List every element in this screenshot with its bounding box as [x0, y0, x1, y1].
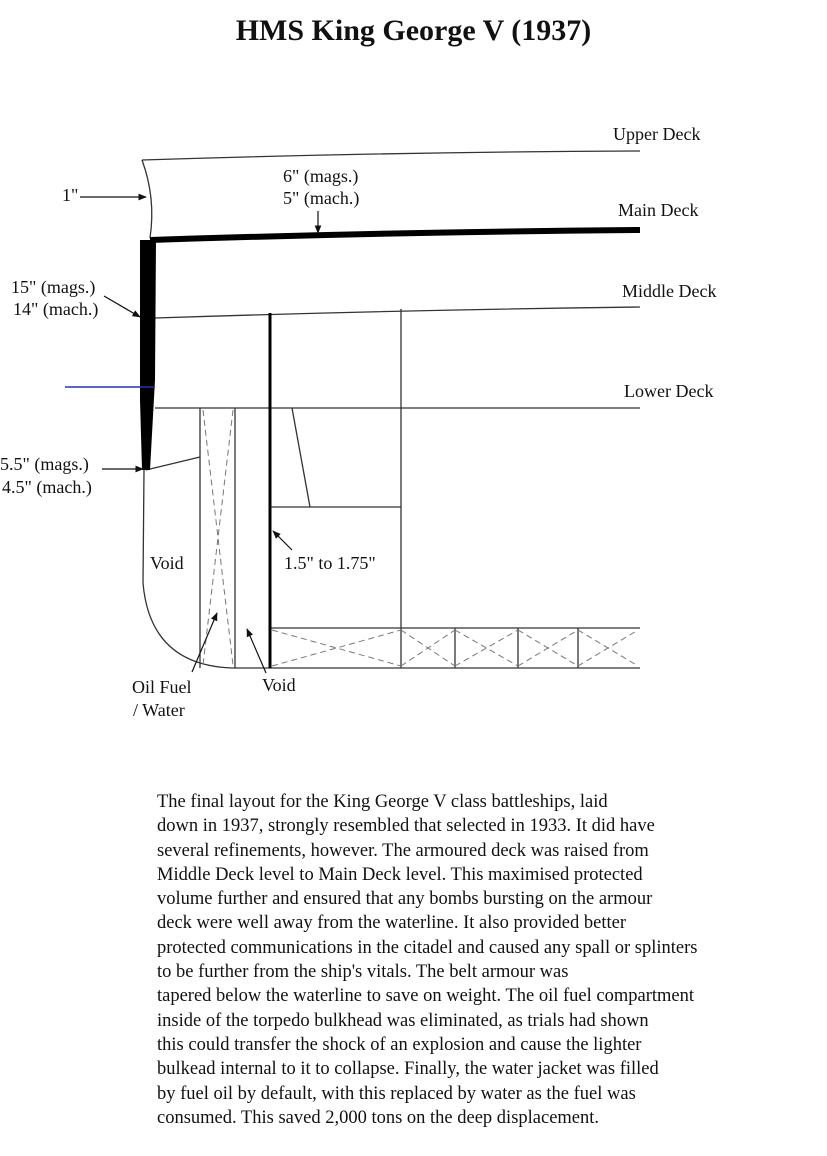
void-inner-arrow [247, 629, 266, 673]
caption-line: this could transfer the shock of an explosion and cause the lighter [157, 1034, 642, 1055]
upper-hull-side [142, 160, 152, 238]
page-title: HMS King George V (1937) [235, 14, 592, 47]
upper-deck-line [142, 151, 640, 160]
torpedo-bulkhead-arrow [273, 531, 292, 550]
caption-line: bulkead internal to it to collapse. Finally, the water jacket was filled [157, 1059, 659, 1080]
main-deck-label: Main Deck [618, 200, 699, 220]
lower-belt-label-mags: 5.5" (mags.) [0, 454, 89, 474]
sloped-bulkhead-line [292, 408, 310, 507]
oil-fuel-label-line1: Oil Fuel [132, 677, 192, 697]
upper-deck-label: Upper Deck [613, 124, 701, 144]
oil-fuel-label-line2: / Water [133, 700, 185, 720]
oil-fuel-arrow [192, 613, 217, 672]
main-belt-label-mags: 15" (mags.) [11, 277, 96, 297]
caption-line: by fuel oil by default, with this replaced by water as the fuel was [157, 1083, 636, 1104]
lower-deck-label: Lower Deck [624, 381, 714, 401]
caption-line: Middle Deck level to Main Deck level. This maximised protected [157, 864, 643, 885]
torpedo-bulkhead-label: 1.5" to 1.75" [284, 553, 376, 573]
void-inner-label: Void [262, 675, 296, 695]
caption-line: volume further and ensured that any bombs bursting on the armour [157, 889, 653, 910]
caption-line: down in 1937, strongly resembled that selected in 1933. It did have [157, 816, 655, 837]
deck-armour-label-mags: 6" (mags.) [283, 166, 359, 186]
middle-deck-line [155, 307, 640, 318]
main-belt-label-mach: 14" (mach.) [13, 299, 99, 319]
main-deck-armour [150, 230, 640, 240]
caption-line: inside of the torpedo bulkhead was eliminated, as trials had shown [157, 1010, 649, 1031]
lower-belt-backing-line [146, 457, 200, 470]
deck-armour-label-mach: 5" (mach.) [283, 188, 360, 208]
void-outer-label: Void [150, 553, 184, 573]
main-belt-arrow [104, 296, 140, 317]
caption-line: protected communications in the citadel and caused any spall or splinters [157, 937, 698, 958]
caption-line: to be further from the ship's vitals. The belt armour was [157, 962, 569, 983]
lower-belt-label-mach: 4.5" (mach.) [2, 477, 92, 497]
caption-line: The final layout for the King George V class battleships, laid [157, 792, 608, 812]
caption-line: tapered below the waterline to save on weight. The oil fuel compartment [157, 986, 695, 1007]
caption-line: several refinements, however. The armoured deck was raised from [157, 840, 649, 861]
upper-belt-label: 1" [62, 185, 79, 205]
caption-paragraph [157, 790, 822, 1130]
middle-deck-label: Middle Deck [622, 281, 717, 301]
main-belt-armour [140, 240, 156, 470]
caption-line: consumed. This saved 2,000 tons on the deep displacement. [157, 1107, 600, 1128]
caption-line: deck were well away from the waterline. It also provided better [157, 913, 626, 934]
